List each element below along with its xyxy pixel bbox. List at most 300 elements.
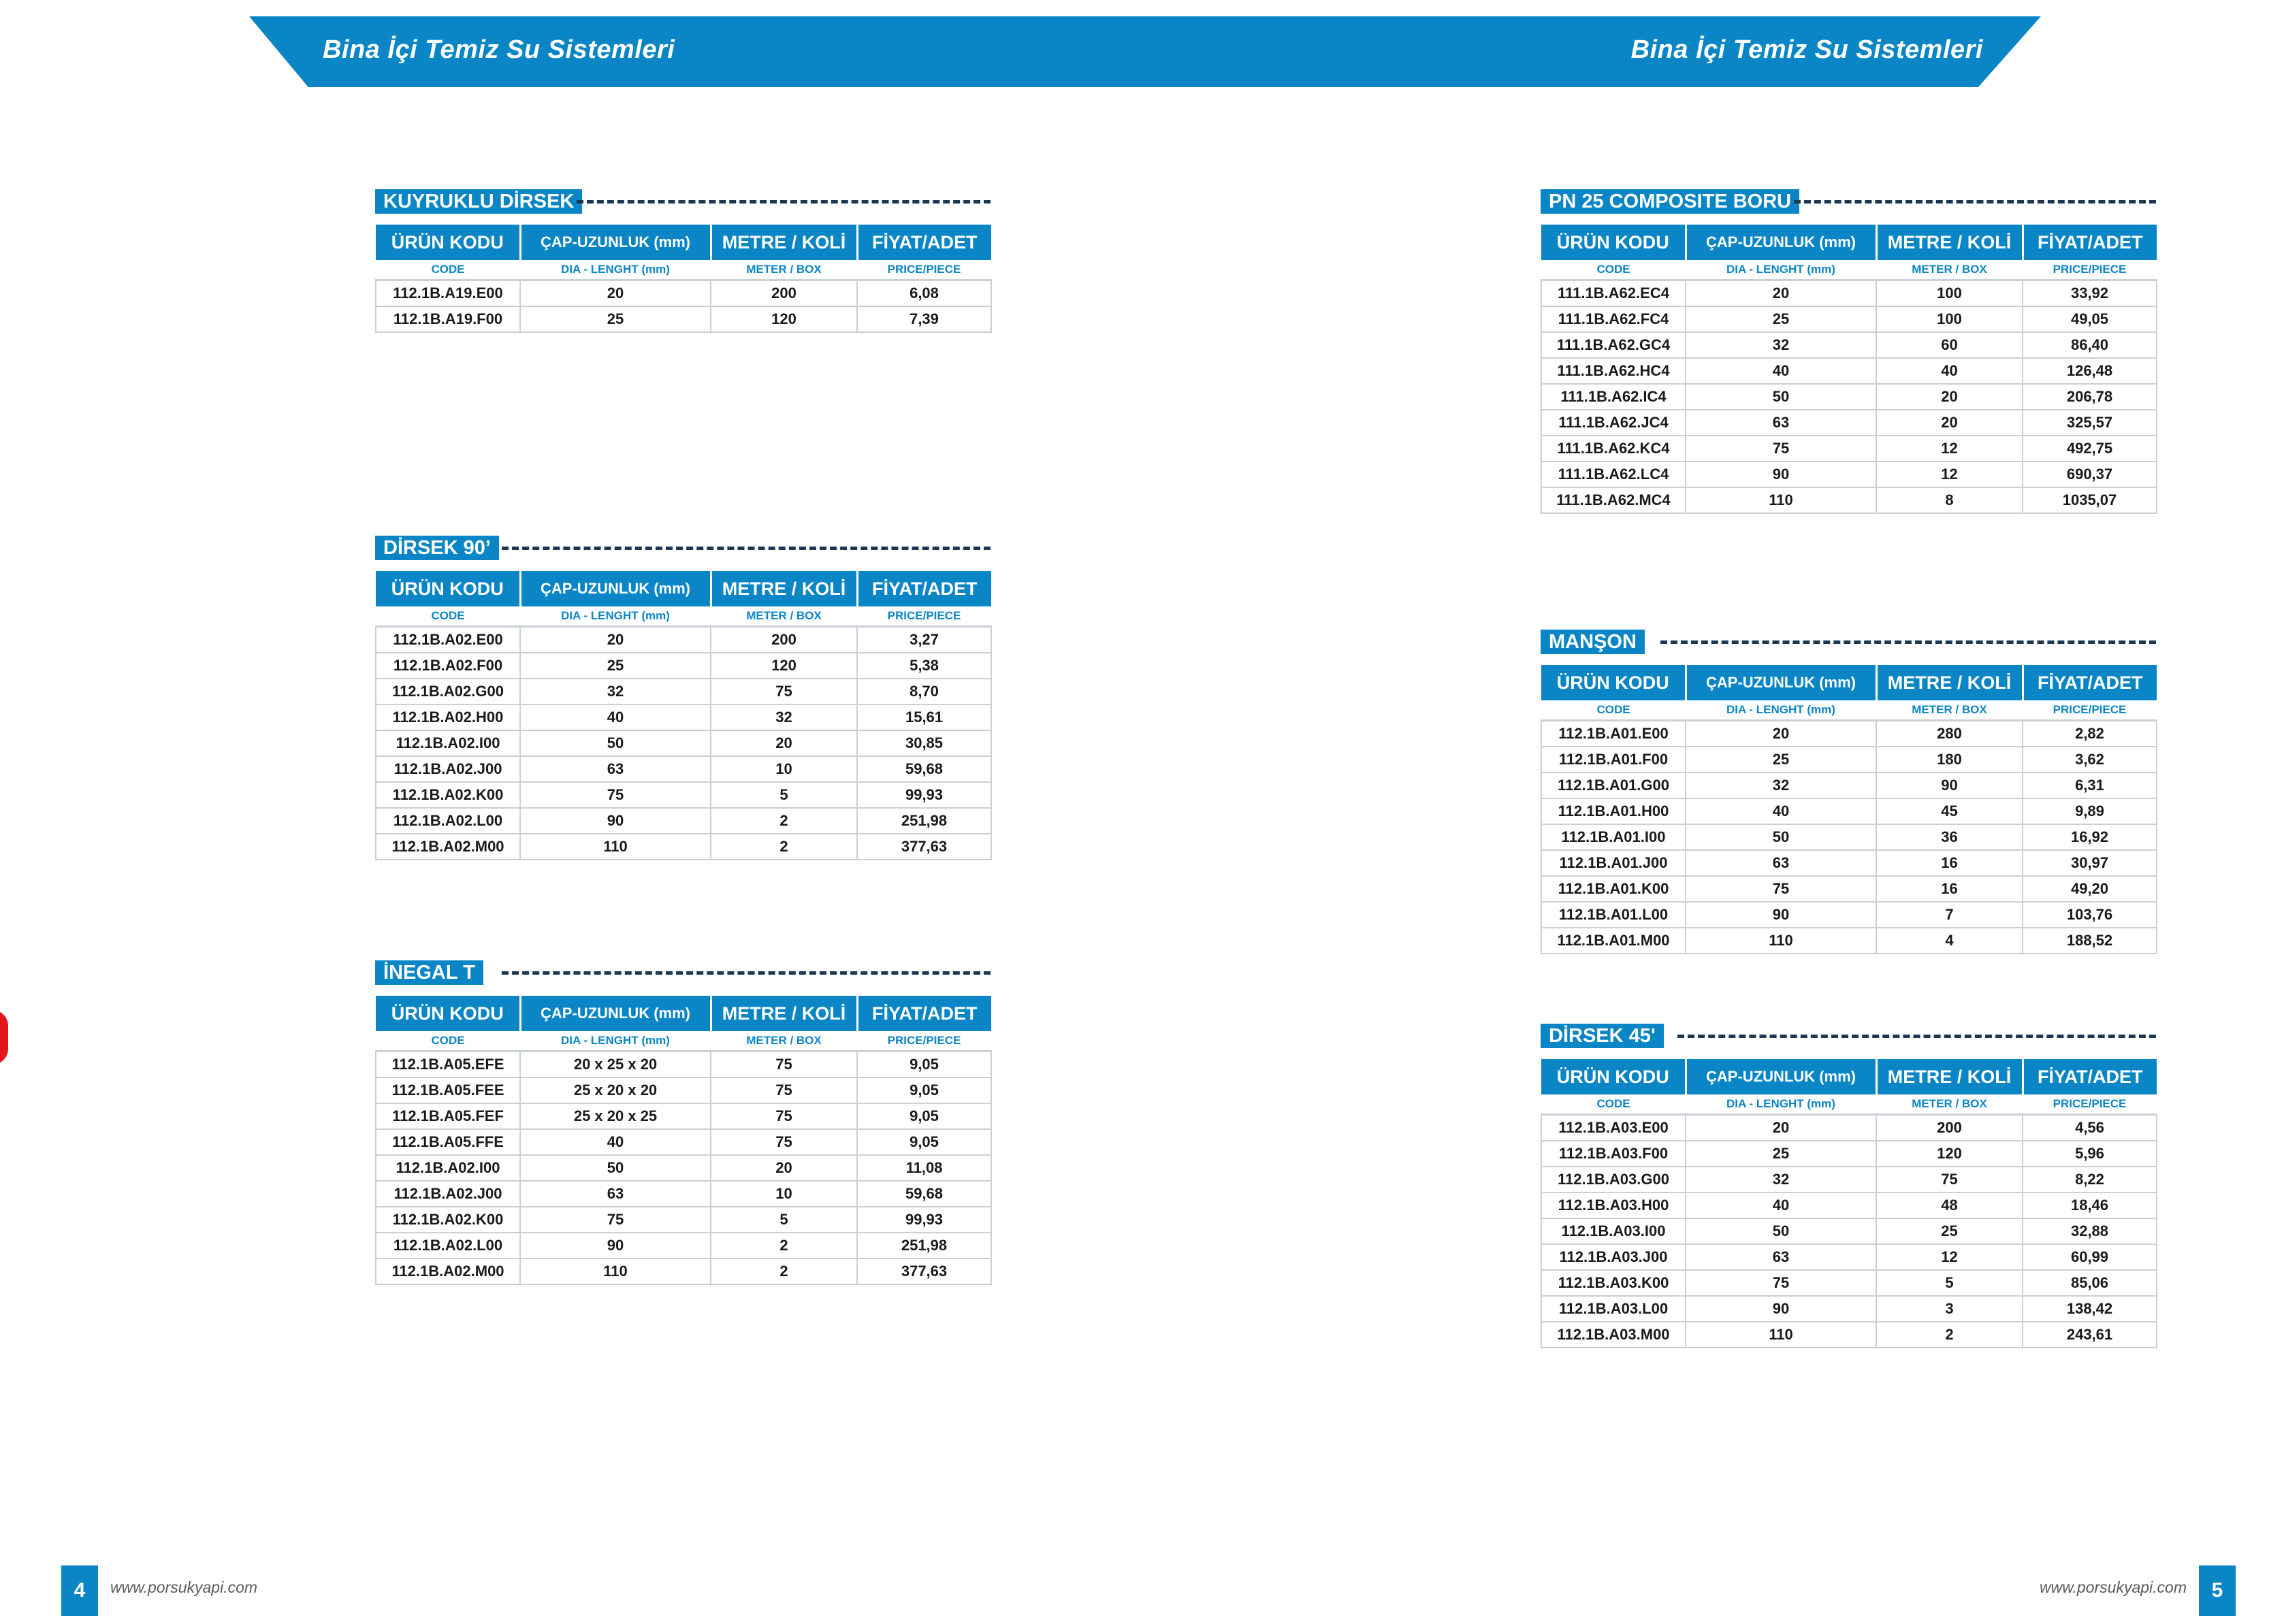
cell-dia: 20 (1686, 721, 1876, 747)
section-title-row (1541, 630, 2156, 657)
table-row (1541, 306, 2157, 332)
cell-dia: 50 (1686, 824, 1876, 850)
table-row (1541, 461, 2157, 487)
cell-code: 112.1B.A02.K00 (376, 1207, 520, 1233)
header-title-left: Bina İçi Temiz Su Sistemleri (323, 35, 675, 64)
cell-price: 243,61 (2023, 1322, 2157, 1348)
col-header-code: ÜRÜN KODU (1541, 665, 1686, 700)
cell-price: 103,76 (2023, 902, 2157, 928)
cell-meter: 40 (1876, 358, 2023, 384)
cell-code: 112.1B.A02.J00 (376, 1181, 520, 1207)
cell-price: 2,82 (2023, 721, 2157, 747)
cell-code: 111.1B.A62.FC4 (1541, 306, 1686, 332)
cell-meter: 16 (1876, 850, 2023, 876)
cell-dia: 40 (520, 1129, 711, 1155)
cell-meter: 25 (1876, 1218, 2023, 1244)
cell-price: 85,06 (2023, 1270, 2157, 1296)
section-title: İNEGAL T (375, 960, 483, 985)
table-row (376, 1052, 991, 1078)
cell-dia: 40 (1686, 358, 1876, 384)
table-row (1541, 902, 2157, 928)
cell-dia: 20 (1686, 280, 1876, 307)
cell-dia: 25 (520, 653, 711, 679)
cell-dia: 110 (1686, 1322, 1876, 1348)
col-subheader-dia: DIA - LENGHT (mm) (520, 606, 711, 627)
cell-meter: 120 (711, 653, 857, 679)
cell-price: 9,89 (2023, 798, 2157, 824)
table-row (376, 280, 991, 307)
cell-dia: 25 (1686, 306, 1876, 332)
section-kuyruklu-dirsek (375, 189, 991, 333)
cell-code: 112.1B.A19.E00 (376, 280, 520, 307)
page-number-left: 4 (61, 1565, 98, 1616)
table-row (1541, 721, 2157, 747)
cell-price: 126,48 (2023, 358, 2157, 384)
cell-code: 112.1B.A01.G00 (1541, 773, 1686, 798)
cell-price: 206,78 (2023, 384, 2157, 410)
cell-dia: 90 (1686, 461, 1876, 487)
section-title: KUYRUKLU DİRSEK (375, 189, 582, 214)
cell-dia: 40 (520, 704, 711, 730)
cell-code: 112.1B.A01.I00 (1541, 824, 1686, 850)
table-row (1541, 384, 2157, 410)
table-row (376, 679, 991, 704)
table-row (376, 627, 991, 653)
cell-code: 112.1B.A03.F00 (1541, 1141, 1686, 1167)
section-dashed-rule (1677, 1035, 2156, 1038)
cell-dia: 110 (520, 1258, 711, 1284)
cell-price: 5,96 (2023, 1141, 2157, 1167)
col-header-meter: METRE / KOLİ (711, 571, 857, 606)
cell-code: 112.1B.A03.E00 (1541, 1115, 1686, 1141)
product-table (375, 225, 992, 333)
table-row (1541, 358, 2157, 384)
cell-meter: 20 (1876, 410, 2023, 436)
cell-dia: 25 (1686, 747, 1876, 773)
cell-meter: 200 (711, 280, 857, 307)
cell-meter: 90 (1876, 773, 2023, 798)
col-subheader-dia: DIA - LENGHT (mm) (1686, 1094, 1876, 1115)
col-header-code: ÜRÜN KODU (376, 996, 520, 1031)
section-title-row (375, 960, 991, 988)
cell-code: 112.1B.A01.E00 (1541, 721, 1686, 747)
cell-meter: 16 (1876, 876, 2023, 902)
col-subheader-price: PRICE/PIECE (857, 606, 991, 627)
table-row (1541, 1296, 2157, 1322)
cell-code: 112.1B.A02.M00 (376, 1258, 520, 1284)
cell-meter: 75 (711, 1077, 857, 1103)
section-pn25-composite-boru (1541, 189, 2156, 514)
cell-price: 99,93 (857, 782, 991, 808)
product-table (1541, 1059, 2157, 1348)
cell-meter: 100 (1876, 306, 2023, 332)
section-dirsek-45 (1541, 1024, 2156, 1348)
cell-dia: 75 (1686, 436, 1876, 461)
cell-dia: 75 (1686, 876, 1876, 902)
table-row (1541, 747, 2157, 773)
cell-price: 690,37 (2023, 461, 2157, 487)
col-header-meter: METRE / KOLİ (1876, 1059, 2023, 1094)
section-title: PN 25 COMPOSITE BORU (1541, 189, 1799, 214)
product-table (1541, 225, 2157, 514)
cell-price: 4,56 (2023, 1115, 2157, 1141)
col-header-code: ÜRÜN KODU (376, 225, 520, 260)
cell-price: 16,92 (2023, 824, 2157, 850)
cell-dia: 75 (1686, 1270, 1876, 1296)
cell-dia: 25 x 20 x 25 (520, 1103, 711, 1129)
col-subheader-price: PRICE/PIECE (2023, 1094, 2157, 1115)
table-row (1541, 1167, 2157, 1192)
table-row (1541, 1270, 2157, 1296)
cell-dia: 110 (520, 834, 711, 860)
cell-code: 112.1B.A01.J00 (1541, 850, 1686, 876)
section-dashed-rule (1660, 640, 2156, 644)
cell-meter: 2 (711, 834, 857, 860)
cell-code: 112.1B.A01.H00 (1541, 798, 1686, 824)
col-header-dia: ÇAP-UZUNLUK (mm) (1686, 665, 1876, 700)
cell-code: 112.1B.A05.FFE (376, 1129, 520, 1155)
col-header-code: ÜRÜN KODU (1541, 225, 1686, 260)
cell-price: 59,68 (857, 756, 991, 782)
cell-meter: 2 (711, 808, 857, 834)
cell-price: 7,39 (857, 306, 991, 332)
table-row (376, 653, 991, 679)
col-header-price: FİYAT/ADET (857, 571, 991, 606)
table-row (376, 834, 991, 860)
cell-meter: 75 (711, 679, 857, 704)
cell-dia: 63 (520, 756, 711, 782)
section-title-row (375, 536, 991, 563)
cell-code: 112.1B.A02.I00 (376, 730, 520, 756)
cell-dia: 25 (520, 306, 711, 332)
cell-price: 3,27 (857, 627, 991, 653)
cell-meter: 280 (1876, 721, 2023, 747)
cell-price: 377,63 (857, 1258, 991, 1284)
cell-code: 111.1B.A62.GC4 (1541, 332, 1686, 358)
cell-code: 112.1B.A01.F00 (1541, 747, 1686, 773)
col-subheader-meter: METER / BOX (1876, 260, 2023, 280)
col-subheader-code: CODE (1541, 1094, 1686, 1115)
cell-dia: 40 (1686, 1192, 1876, 1218)
cell-meter: 12 (1876, 1244, 2023, 1270)
col-subheader-meter: METER / BOX (711, 606, 857, 627)
cell-price: 8,22 (2023, 1167, 2157, 1192)
cell-price: 6,31 (2023, 773, 2157, 798)
cell-price: 32,88 (2023, 1218, 2157, 1244)
cell-code: 112.1B.A02.M00 (376, 834, 520, 860)
cell-meter: 48 (1876, 1192, 2023, 1218)
table-row (376, 1233, 991, 1258)
col-subheader-dia: DIA - LENGHT (mm) (1686, 260, 1876, 280)
cell-meter: 5 (1876, 1270, 2023, 1296)
cell-meter: 5 (711, 1207, 857, 1233)
cell-meter: 32 (711, 704, 857, 730)
cell-meter: 12 (1876, 436, 2023, 461)
col-header-meter: METRE / KOLİ (1876, 225, 2023, 260)
col-header-meter: METRE / KOLİ (711, 225, 857, 260)
table-row (1541, 1141, 2157, 1167)
cell-price: 8,70 (857, 679, 991, 704)
table-row (376, 1258, 991, 1284)
product-table (375, 996, 992, 1285)
table-row (1541, 436, 2157, 461)
cell-code: 111.1B.A62.LC4 (1541, 461, 1686, 487)
table-row (376, 730, 991, 756)
cell-meter: 2 (1876, 1322, 2023, 1348)
cell-code: 112.1B.A02.G00 (376, 679, 520, 704)
table-row (376, 1155, 991, 1181)
cell-dia: 90 (520, 1233, 711, 1258)
col-subheader-code: CODE (1541, 260, 1686, 280)
cell-code: 112.1B.A01.L00 (1541, 902, 1686, 928)
section-dashed-rule (502, 971, 991, 975)
col-header-price: FİYAT/ADET (857, 996, 991, 1031)
col-subheader-meter: METER / BOX (711, 260, 857, 280)
page-number-right: 5 (2199, 1565, 2236, 1616)
section-title-row (1541, 189, 2156, 216)
header-title-right: Bina İçi Temiz Su Sistemleri (1630, 35, 1983, 64)
cell-dia: 25 x 20 x 20 (520, 1077, 711, 1103)
cell-code: 111.1B.A62.KC4 (1541, 436, 1686, 461)
cell-code: 111.1B.A62.MC4 (1541, 487, 1686, 513)
cell-price: 60,99 (2023, 1244, 2157, 1270)
product-table (1541, 665, 2157, 954)
cell-dia: 110 (1686, 487, 1876, 513)
table-row (1541, 332, 2157, 358)
col-subheader-code: CODE (376, 260, 520, 280)
col-header-dia: ÇAP-UZUNLUK (mm) (520, 571, 711, 606)
table-row (1541, 773, 2157, 798)
cell-meter: 75 (711, 1052, 857, 1078)
cell-dia: 20 (520, 280, 711, 307)
cell-meter: 75 (711, 1103, 857, 1129)
col-subheader-price: PRICE/PIECE (857, 260, 991, 280)
cell-dia: 32 (1686, 1167, 1876, 1192)
cell-meter: 75 (1876, 1167, 2023, 1192)
cell-price: 49,20 (2023, 876, 2157, 902)
cell-meter: 200 (1876, 1115, 2023, 1141)
cell-code: 112.1B.A03.L00 (1541, 1296, 1686, 1322)
cell-dia: 90 (1686, 1296, 1876, 1322)
table-row (1541, 798, 2157, 824)
section-title: MANŞON (1541, 630, 1645, 654)
cell-meter: 180 (1876, 747, 2023, 773)
col-subheader-meter: METER / BOX (1876, 700, 2023, 721)
table-row (376, 808, 991, 834)
cell-price: 59,68 (857, 1181, 991, 1207)
cell-code: 112.1B.A03.J00 (1541, 1244, 1686, 1270)
cell-price: 9,05 (857, 1052, 991, 1078)
cell-meter: 120 (1876, 1141, 2023, 1167)
col-subheader-code: CODE (376, 1031, 520, 1052)
table-row (376, 1129, 991, 1155)
cell-code: 112.1B.A02.K00 (376, 782, 520, 808)
cell-dia: 32 (520, 679, 711, 704)
cell-price: 99,93 (857, 1207, 991, 1233)
cell-meter: 120 (711, 306, 857, 332)
product-table (375, 571, 992, 860)
cell-meter: 20 (1876, 384, 2023, 410)
table-row (1541, 1322, 2157, 1348)
cell-code: 112.1B.A02.I00 (376, 1155, 520, 1181)
cell-meter: 2 (711, 1258, 857, 1284)
cell-meter: 45 (1876, 798, 2023, 824)
cell-meter: 20 (711, 730, 857, 756)
col-subheader-dia: DIA - LENGHT (mm) (520, 260, 711, 280)
cell-code: 112.1B.A03.M00 (1541, 1322, 1686, 1348)
cell-meter: 36 (1876, 824, 2023, 850)
col-header-dia: ÇAP-UZUNLUK (mm) (520, 996, 711, 1031)
cell-price: 492,75 (2023, 436, 2157, 461)
cell-meter: 3 (1876, 1296, 2023, 1322)
section-manson (1541, 630, 2156, 954)
cell-dia: 50 (520, 730, 711, 756)
website-url-left[interactable]: www.porsukyapi.com (110, 1578, 258, 1596)
cell-price: 86,40 (2023, 332, 2157, 358)
cell-price: 6,08 (857, 280, 991, 307)
table-row (1541, 850, 2157, 876)
col-header-meter: METRE / KOLİ (1876, 665, 2023, 700)
section-title-row (375, 189, 991, 216)
table-row (376, 1207, 991, 1233)
cell-code: 112.1B.A05.FEF (376, 1103, 520, 1129)
cell-meter: 75 (711, 1129, 857, 1155)
cell-dia: 20 (1686, 1115, 1876, 1141)
cell-code: 112.1B.A01.M00 (1541, 928, 1686, 954)
cell-code: 112.1B.A02.H00 (376, 704, 520, 730)
cell-code: 112.1B.A03.G00 (1541, 1167, 1686, 1192)
col-header-code: ÜRÜN KODU (376, 571, 520, 606)
cell-dia: 25 (1686, 1141, 1876, 1167)
section-title-row (1541, 1024, 2156, 1051)
cell-code: 112.1B.A05.EFE (376, 1052, 520, 1078)
cell-dia: 75 (520, 1207, 711, 1233)
section-dashed-rule (1794, 200, 2156, 204)
col-header-price: FİYAT/ADET (857, 225, 991, 260)
table-row (376, 1103, 991, 1129)
cell-code: 112.1B.A19.F00 (376, 306, 520, 332)
col-header-meter: METRE / KOLİ (711, 996, 857, 1031)
table-row (1541, 824, 2157, 850)
cell-price: 138,42 (2023, 1296, 2157, 1322)
cell-price: 3,62 (2023, 747, 2157, 773)
table-row (1541, 280, 2157, 307)
section-dashed-rule (577, 200, 991, 204)
cell-code: 111.1B.A62.IC4 (1541, 384, 1686, 410)
cell-meter: 2 (711, 1233, 857, 1258)
cell-price: 251,98 (857, 1233, 991, 1258)
cell-dia: 40 (1686, 798, 1876, 824)
col-header-dia: ÇAP-UZUNLUK (mm) (520, 225, 711, 260)
cell-dia: 63 (1686, 1244, 1876, 1270)
section-inegal-t (375, 960, 991, 1285)
table-row (1541, 1192, 2157, 1218)
cell-price: 30,85 (857, 730, 991, 756)
cell-meter: 5 (711, 782, 857, 808)
table-row (376, 1077, 991, 1103)
cell-meter: 7 (1876, 902, 2023, 928)
cell-meter: 12 (1876, 461, 2023, 487)
section-title: DİRSEK 90’ (375, 536, 499, 560)
cell-price: 11,08 (857, 1155, 991, 1181)
col-subheader-price: PRICE/PIECE (857, 1031, 991, 1052)
website-url-right[interactable]: www.porsukyapi.com (2039, 1578, 2187, 1596)
table-row (376, 782, 991, 808)
col-subheader-meter: METER / BOX (711, 1031, 857, 1052)
col-subheader-code: CODE (1541, 700, 1686, 721)
cell-dia: 20 x 25 x 20 (520, 1052, 711, 1078)
cell-price: 251,98 (857, 808, 991, 834)
cell-code: 112.1B.A02.J00 (376, 756, 520, 782)
cell-price: 9,05 (857, 1103, 991, 1129)
cell-code: 112.1B.A01.K00 (1541, 876, 1686, 902)
cell-dia: 50 (520, 1155, 711, 1181)
cell-price: 30,97 (2023, 850, 2157, 876)
cell-dia: 50 (1686, 384, 1876, 410)
table-row (1541, 410, 2157, 436)
table-row (1541, 928, 2157, 954)
col-subheader-meter: METER / BOX (1876, 1094, 2023, 1115)
cell-price: 325,57 (2023, 410, 2157, 436)
cell-price: 5,38 (857, 653, 991, 679)
table-row (1541, 1244, 2157, 1270)
cell-dia: 32 (1686, 773, 1876, 798)
col-subheader-price: PRICE/PIECE (2023, 260, 2157, 280)
table-row (1541, 1115, 2157, 1141)
section-dashed-rule (502, 547, 991, 550)
cell-price: 377,63 (857, 834, 991, 860)
cell-meter: 10 (711, 756, 857, 782)
cell-meter: 100 (1876, 280, 2023, 307)
cell-code: 112.1B.A05.FEE (376, 1077, 520, 1103)
col-header-code: ÜRÜN KODU (1541, 1059, 1686, 1094)
cell-dia: 75 (520, 782, 711, 808)
cell-meter: 20 (711, 1155, 857, 1181)
col-header-price: FİYAT/ADET (2023, 1059, 2157, 1094)
table-row (376, 306, 991, 332)
cell-dia: 63 (520, 1181, 711, 1207)
cell-meter: 8 (1876, 487, 2023, 513)
col-header-price: FİYAT/ADET (2023, 665, 2157, 700)
cell-dia: 50 (1686, 1218, 1876, 1244)
cell-dia: 63 (1686, 850, 1876, 876)
cell-code: 112.1B.A03.I00 (1541, 1218, 1686, 1244)
cell-price: 18,46 (2023, 1192, 2157, 1218)
cell-price: 1035,07 (2023, 487, 2157, 513)
cell-meter: 10 (711, 1181, 857, 1207)
table-row (376, 704, 991, 730)
table-row (1541, 876, 2157, 902)
cell-dia: 63 (1686, 410, 1876, 436)
cell-code: 112.1B.A02.E00 (376, 627, 520, 653)
table-row (1541, 487, 2157, 513)
page-edge-marker (0, 1010, 8, 1065)
col-subheader-dia: DIA - LENGHT (mm) (1686, 700, 1876, 721)
cell-code: 112.1B.A03.H00 (1541, 1192, 1686, 1218)
cell-code: 111.1B.A62.HC4 (1541, 358, 1686, 384)
cell-price: 49,05 (2023, 306, 2157, 332)
col-header-dia: ÇAP-UZUNLUK (mm) (1686, 1059, 1876, 1094)
col-subheader-dia: DIA - LENGHT (mm) (520, 1031, 711, 1052)
cell-code: 112.1B.A03.K00 (1541, 1270, 1686, 1296)
cell-meter: 4 (1876, 928, 2023, 954)
section-dirsek-90 (375, 536, 991, 860)
table-row (1541, 1218, 2157, 1244)
cell-meter: 200 (711, 627, 857, 653)
cell-dia: 110 (1686, 928, 1876, 954)
cell-meter: 60 (1876, 332, 2023, 358)
cell-dia: 90 (1686, 902, 1876, 928)
